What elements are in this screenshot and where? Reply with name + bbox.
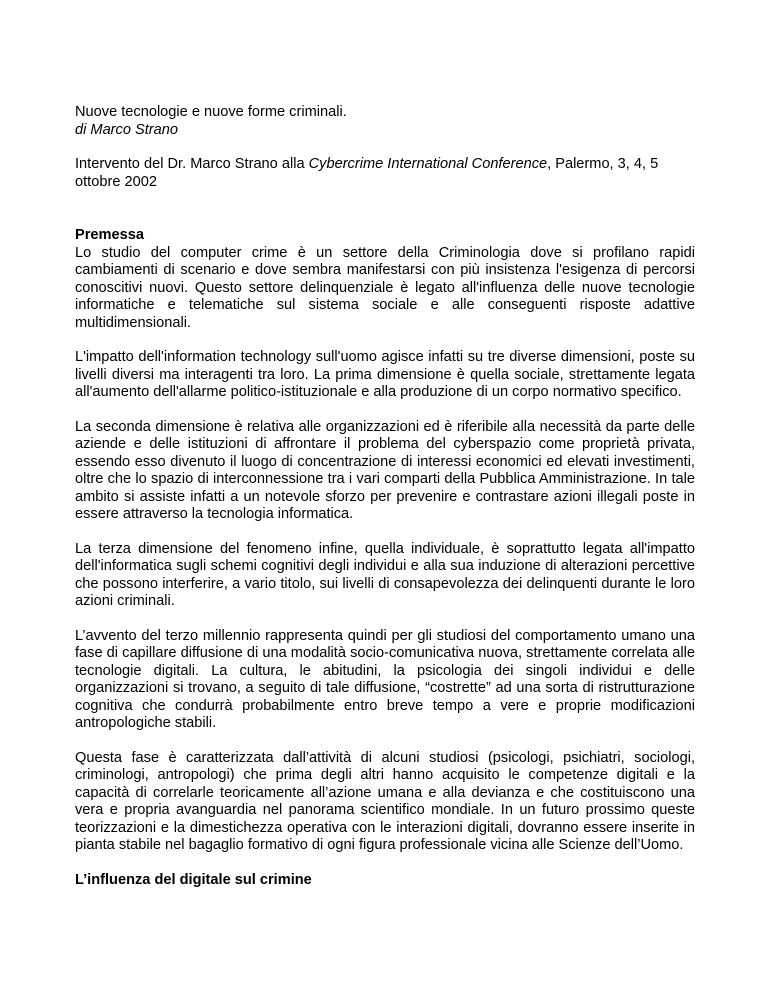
intro-prefix: Intervento del Dr. Marco Strano alla	[75, 156, 309, 172]
title-block	[75, 104, 695, 139]
section-heading-digitale: L’influenza del digitale sul crimine	[75, 871, 312, 888]
paragraph-5: L’avvento del terzo millennio rappresenta quindi per gli studiosi del comportamento umano una fase di capillare diffusione di una modalità socio-comunicativa nuova, strettamente correlata alle tecnologie digitali. La cultura, le abitudini, la psicologia dei singoli individui e delle organizzazioni si trovano, a seguito di tale diffusione, “costrette” ad una sorta di ristrutturazione cognitiva che condurrà probabilmente entro breve tempo a vere e proprie modificazioni antropologiche stabili.	[75, 627, 695, 731]
intro-suffix: , Palermo, 3, 4, 5 ottobre 2002	[75, 156, 659, 190]
conference-name: Cybercrime International Conference	[308, 156, 548, 172]
paragraph-3: La seconda dimensione è relativa alle organizzazioni ed è riferibile alla necessità da parte delle aziende e delle istituzioni di affrontare il problema del cyberspazio come proprietà privata, essendo esso divenuto il luogo di concentrazione di interessi economici ed elevati investimenti, oltre che lo spazio di interconnessione tra i vari comparti della Pubblica Amministrazione. In tale ambito si assiste infatti a un notevole sforzo per prevenire e contrastare azioni illegali poste in essere attraverso la tecnologia informatica.	[75, 418, 695, 522]
document-page	[75, 104, 695, 889]
document-author: di Marco Strano	[75, 121, 179, 138]
paragraph-6: Questa fase è caratterizzata dall’attività di alcuni studiosi (psicologi, psichiatri, sociologi, criminologi, antropologi) che prima degli altri hanno acquisito le competenze digitali e la capacità di correlarle teoricamente all’azione umana e alla devianza e che costituiscono una vera e propria avanguardia nel panorama scientifico mondiale. In un futuro prossimo queste teorizzazioni e la dimestichezza operativa con le interazioni digitali, dovranno essere inserite in pianta stabile nel bagaglio formativo di ogni figura professionale vicina alle Scienze dell’Uomo.	[75, 749, 695, 853]
section-heading-premessa: Premessa	[75, 227, 144, 243]
paragraph-4: La terza dimensione del fenomeno infine, quella individuale, è soprattutto legata all'impatto dell'informatica sugli schemi cognitivi degli individui e alla sua induzione di alterazioni percettive che possono interferire, a vario titolo, sui livelli di consapevolezza dei delinquenti durante le loro azioni criminali.	[75, 540, 695, 609]
paragraph-1: Lo studio del computer crime è un settore della Criminologia dove si profilano rapidi cambiamenti di scenario e dove sembra manifestarsi con più insistenza l'esigenza di percorsi conoscitivi nuovi. Questo settore delinquenziale è legato all'influenza delle nuove tecnologie informatiche e telematiche sul sistema sociale e alle conseguenti risposte adattive multidimensionali.	[75, 244, 695, 331]
paragraph-2: L'impatto dell'information technology sull'uomo agisce infatti su tre diverse dimensioni, poste su livelli diversi ma interagenti tra loro. La prima dimensione è quella sociale, strettamente legata all'aumento dell'allarme politico-istituzionale e alla produzione di un corpo normativo specifico.	[75, 349, 695, 400]
document-title: Nuove tecnologie e nuove forme criminali.	[75, 104, 347, 120]
intro-line	[75, 156, 695, 191]
